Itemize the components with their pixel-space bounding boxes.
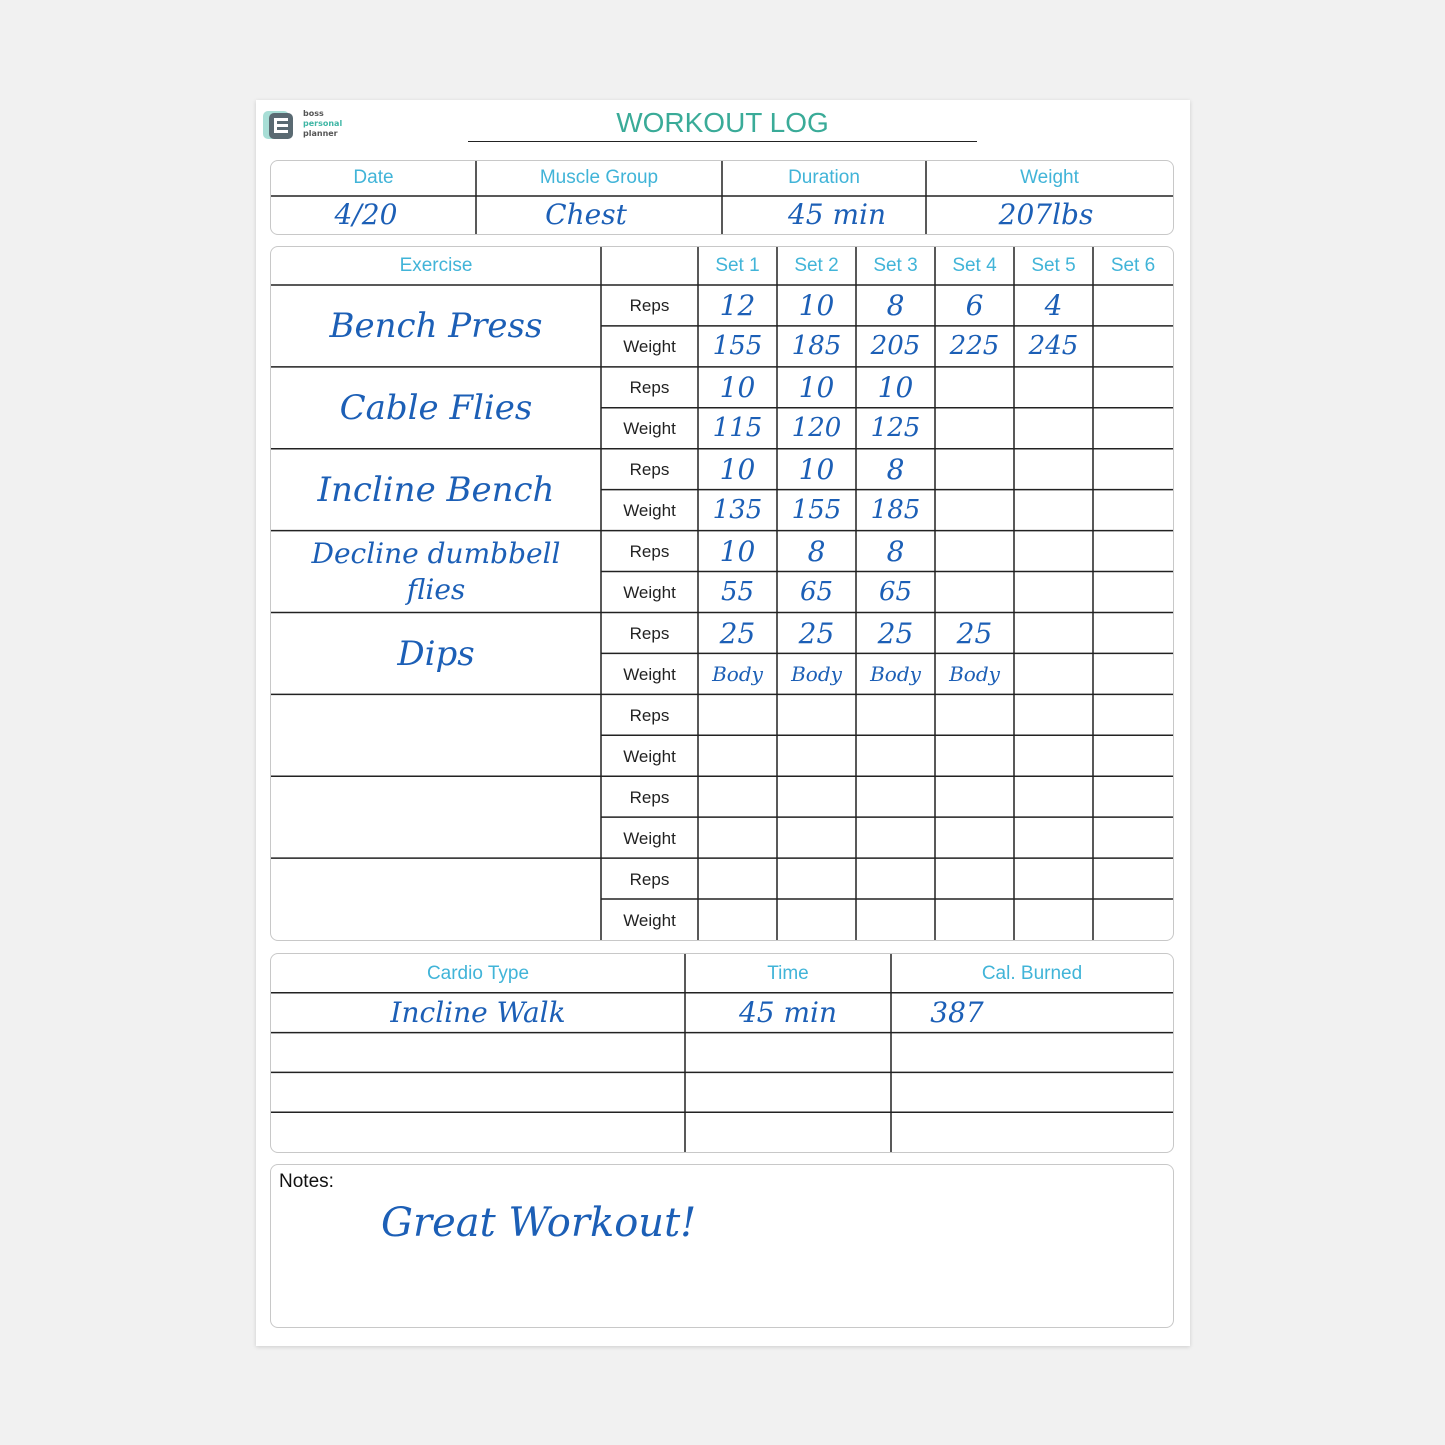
exercise-header: Exercise (399, 255, 473, 276)
weight-cell[interactable] (1093, 818, 1173, 859)
weight-cell[interactable] (1093, 408, 1173, 449)
reps-cell[interactable]: 25 (798, 617, 835, 650)
set-3-header: Set 3 (873, 255, 918, 276)
calories-burned-cell[interactable] (891, 1073, 1023, 1113)
reps-cell[interactable] (1093, 367, 1173, 408)
reps-cell[interactable] (698, 859, 777, 900)
reps-label: Reps (629, 870, 670, 889)
weight-cell[interactable] (1014, 900, 1093, 941)
weight-label: Weight (623, 501, 676, 520)
weight-cell[interactable] (1014, 818, 1093, 859)
weight-cell[interactable]: Body (791, 662, 842, 686)
exercise-name[interactable]: Bench Press (329, 306, 543, 346)
weight-cell[interactable] (698, 818, 777, 859)
exercise-table (270, 246, 1174, 941)
reps-cell[interactable] (1093, 695, 1173, 736)
weight-cell[interactable] (935, 900, 1014, 941)
duration-value[interactable]: 45 min (787, 198, 887, 231)
weight-cell[interactable]: 245 (1028, 331, 1079, 361)
reps-cell[interactable] (1014, 613, 1093, 654)
cardio-type-cell[interactable] (271, 1033, 685, 1073)
weight-cell[interactable] (777, 900, 856, 941)
logo-icon (263, 109, 295, 141)
date-header: Date (353, 167, 394, 188)
reps-cell[interactable] (935, 367, 1014, 408)
reps-cell[interactable] (1014, 367, 1093, 408)
cardio-type-cell[interactable] (271, 1073, 685, 1113)
reps-cell[interactable] (856, 695, 935, 736)
reps-cell[interactable] (1093, 777, 1173, 818)
set-5-header: Set 5 (1031, 255, 1076, 276)
time-cell[interactable]: 45 min (738, 996, 838, 1029)
weight-label: Weight (623, 337, 676, 356)
reps-cell[interactable] (856, 777, 935, 818)
duration-header: Duration (788, 167, 860, 188)
weight-cell[interactable]: 185 (870, 495, 921, 525)
reps-label: Reps (629, 706, 670, 725)
reps-cell[interactable]: 8 (886, 535, 905, 568)
page-title: WORKOUT LOG (468, 105, 977, 142)
weight-cell[interactable] (935, 490, 1014, 531)
weight-cell[interactable]: 155 (712, 331, 763, 361)
weight-cell[interactable]: Body (712, 662, 763, 686)
weight-label: Weight (623, 665, 676, 684)
set-1-header: Set 1 (715, 255, 760, 276)
reps-label: Reps (629, 624, 670, 643)
exercise-name[interactable] (291, 777, 581, 859)
cardio-type-cell[interactable]: Incline Walk (390, 996, 566, 1029)
reps-cell[interactable]: 8 (886, 289, 905, 322)
weight-cell[interactable]: 65 (878, 577, 913, 607)
weight-cell[interactable] (1093, 736, 1173, 777)
reps-cell[interactable]: 10 (798, 453, 835, 486)
weight-cell[interactable]: Body (870, 662, 921, 686)
reps-cell[interactable] (1014, 777, 1093, 818)
reps-cell[interactable] (935, 777, 1014, 818)
reps-cell[interactable]: 10 (798, 289, 835, 322)
summary-table (270, 160, 1174, 235)
weight-cell[interactable]: 65 (799, 577, 834, 607)
reps-cell[interactable]: 10 (877, 371, 914, 404)
exercise-name[interactable]: Dips (397, 634, 475, 674)
weight-cell[interactable] (935, 572, 1014, 613)
weight-cell[interactable]: Body (949, 662, 1000, 686)
weight-cell[interactable] (1093, 654, 1173, 695)
reps-cell[interactable] (1014, 695, 1093, 736)
reps-cell[interactable] (935, 449, 1014, 490)
weight-cell[interactable]: 205 (870, 331, 921, 361)
calories-burned-cell[interactable]: 387 (930, 996, 984, 1029)
exercise-name[interactable]: Decline dumbbell flies (311, 537, 561, 606)
weight-cell[interactable] (1093, 490, 1173, 531)
logo-wordmark: boss personal planner (303, 109, 343, 138)
reps-cell[interactable] (1014, 531, 1093, 572)
muscle-group-header: Muscle Group (539, 167, 659, 188)
reps-label: Reps (629, 378, 670, 397)
weight-cell[interactable] (856, 900, 935, 941)
reps-cell[interactable]: 8 (807, 535, 826, 568)
reps-cell[interactable] (777, 777, 856, 818)
reps-cell[interactable]: 10 (798, 371, 835, 404)
weight-cell[interactable] (1014, 490, 1093, 531)
notes-box (270, 1164, 1174, 1328)
reps-cell[interactable] (935, 695, 1014, 736)
body-weight-header: Weight (1020, 167, 1079, 188)
notes-text[interactable]: Great Workout! (381, 1200, 697, 1246)
weight-cell[interactable] (777, 818, 856, 859)
reps-cell[interactable]: 6 (965, 289, 984, 322)
reps-cell[interactable] (1093, 449, 1173, 490)
date-value[interactable]: 4/20 (334, 198, 398, 231)
weight-cell[interactable] (1014, 572, 1093, 613)
weight-cell[interactable] (1014, 736, 1093, 777)
cardio-table (270, 953, 1174, 1153)
weight-cell[interactable] (856, 736, 935, 777)
logo (263, 107, 353, 143)
reps-label: Reps (629, 788, 670, 807)
notes-label: Notes: (279, 1171, 334, 1192)
calories-burned-cell[interactable] (891, 1113, 1023, 1153)
weight-cell[interactable]: 120 (791, 413, 842, 443)
weight-label: Weight (623, 911, 676, 930)
weight-cell[interactable] (1014, 408, 1093, 449)
reps-cell[interactable]: 25 (877, 617, 914, 650)
reps-cell[interactable]: 10 (719, 535, 756, 568)
weight-label: Weight (623, 419, 676, 438)
cardio-type-cell[interactable] (271, 1113, 685, 1153)
set-4-header: Set 4 (952, 255, 997, 276)
weight-cell[interactable] (935, 818, 1014, 859)
weight-label: Weight (623, 747, 676, 766)
weight-cell[interactable] (935, 736, 1014, 777)
reps-cell[interactable] (1093, 531, 1173, 572)
weight-cell[interactable] (856, 818, 935, 859)
weight-cell[interactable]: 155 (791, 495, 842, 525)
set-6-header: Set 6 (1110, 255, 1156, 276)
cardio-type-header: Cardio Type (426, 963, 530, 984)
reps-cell[interactable]: 8 (886, 453, 905, 486)
reps-cell[interactable] (698, 695, 777, 736)
reps-cell[interactable] (856, 859, 935, 900)
reps-label: Reps (629, 460, 670, 479)
weight-label: Weight (623, 583, 676, 602)
weight-cell[interactable]: 225 (949, 331, 1000, 361)
reps-cell[interactable]: 25 (719, 617, 756, 650)
calories-burned-header: Cal. Burned (981, 963, 1083, 984)
weight-label: Weight (623, 829, 676, 848)
reps-cell[interactable] (1093, 859, 1173, 900)
weight-cell[interactable]: 185 (791, 331, 842, 361)
body-weight-value[interactable]: 207lbs (998, 198, 1094, 231)
weight-cell[interactable]: 125 (870, 413, 921, 443)
weight-cell[interactable] (1093, 572, 1173, 613)
time-header: Time (767, 963, 809, 984)
weight-cell[interactable] (698, 736, 777, 777)
exercise-name[interactable]: Cable Flies (339, 388, 533, 428)
time-cell[interactable] (685, 1033, 891, 1073)
weight-cell[interactable] (1093, 900, 1173, 941)
reps-cell[interactable]: 25 (956, 617, 993, 650)
weight-cell[interactable] (777, 736, 856, 777)
reps-cell[interactable] (1014, 449, 1093, 490)
reps-cell[interactable] (777, 695, 856, 736)
reps-cell[interactable] (1093, 613, 1173, 654)
weight-cell[interactable]: 135 (712, 495, 763, 525)
exercise-name[interactable]: Incline Bench (317, 470, 555, 510)
reps-label: Reps (629, 542, 670, 561)
set-2-header: Set 2 (794, 255, 839, 276)
weight-cell[interactable]: 55 (720, 577, 755, 607)
reps-cell[interactable] (698, 777, 777, 818)
exercise-name[interactable] (291, 695, 581, 777)
reps-cell[interactable]: 12 (719, 289, 756, 322)
reps-cell[interactable]: 10 (719, 453, 756, 486)
weight-cell[interactable] (935, 408, 1014, 449)
workout-log-page (256, 100, 1190, 1346)
reps-cell[interactable] (1014, 859, 1093, 900)
time-cell[interactable] (685, 1113, 891, 1153)
muscle-group-value[interactable]: Chest (545, 198, 627, 231)
reps-cell[interactable] (1093, 285, 1173, 326)
exercise-name[interactable] (291, 859, 581, 941)
reps-label: Reps (629, 296, 670, 315)
weight-cell[interactable] (1093, 326, 1173, 367)
reps-cell[interactable] (777, 859, 856, 900)
reps-cell[interactable]: 4 (1044, 289, 1063, 322)
weight-cell[interactable] (1014, 654, 1093, 695)
weight-cell[interactable]: 115 (712, 413, 763, 443)
calories-burned-cell[interactable] (891, 1033, 1023, 1073)
weight-cell[interactable] (698, 900, 777, 941)
time-cell[interactable] (685, 1073, 891, 1113)
reps-cell[interactable]: 10 (719, 371, 756, 404)
reps-cell[interactable] (935, 531, 1014, 572)
reps-cell[interactable] (935, 859, 1014, 900)
